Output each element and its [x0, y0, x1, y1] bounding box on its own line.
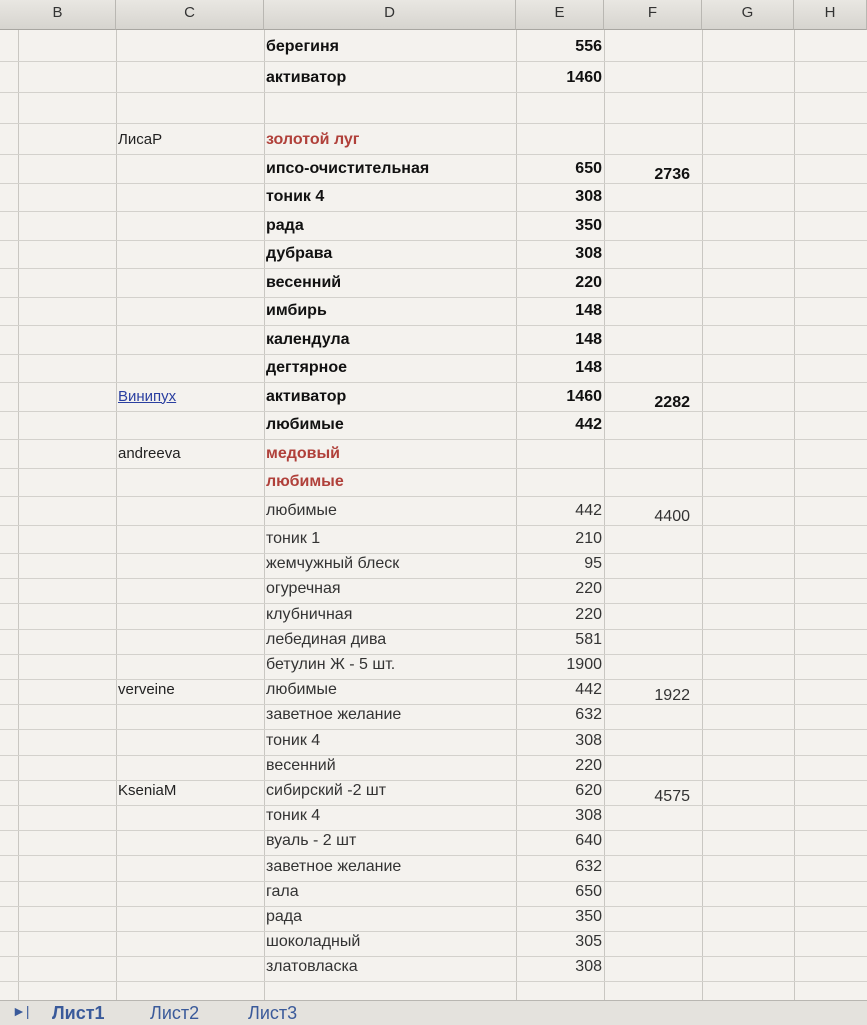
product-name-cell[interactable]: активатор	[266, 69, 347, 86]
product-name-cell[interactable]: клубничная	[266, 605, 353, 623]
column-header-h[interactable]: H	[794, 0, 867, 30]
price-cell[interactable]: 442	[575, 416, 602, 433]
gridline	[0, 92, 867, 93]
product-name-cell[interactable]: тоник 4	[266, 731, 321, 749]
price-cell[interactable]: 148	[575, 330, 602, 348]
product-name-cell[interactable]: весенний	[266, 273, 342, 291]
gridline	[0, 325, 867, 326]
product-name-cell[interactable]: гала	[266, 882, 299, 900]
price-cell[interactable]: 95	[584, 555, 602, 573]
column-header-c[interactable]: C	[116, 0, 264, 30]
gridline	[0, 61, 867, 62]
price-cell[interactable]: 308	[575, 731, 602, 749]
price-cell[interactable]: 308	[575, 188, 602, 205]
product-name-cell[interactable]: жемчужный блеск	[266, 555, 400, 573]
gridline	[0, 981, 867, 982]
gridline	[0, 268, 867, 269]
gridline	[0, 931, 867, 932]
gridline	[0, 881, 867, 882]
gridline	[0, 830, 867, 831]
product-name-cell[interactable]: активатор	[266, 387, 347, 405]
product-name-cell[interactable]: календула	[266, 330, 350, 348]
product-name-cell[interactable]: лебединая дива	[266, 630, 387, 648]
gridline	[0, 679, 867, 680]
gridline	[0, 468, 867, 469]
price-cell[interactable]: 220	[575, 580, 602, 598]
product-name-cell[interactable]: золотой луг	[266, 131, 360, 148]
price-cell[interactable]: 640	[575, 832, 602, 850]
product-name-cell[interactable]: любимые	[266, 416, 344, 433]
order-total-cell[interactable]: 1922	[654, 687, 690, 705]
price-cell[interactable]: 220	[575, 605, 602, 623]
gridline	[0, 354, 867, 355]
price-cell[interactable]: 148	[575, 302, 602, 319]
price-cell[interactable]: 220	[575, 273, 602, 291]
price-cell[interactable]: 442	[575, 501, 602, 519]
product-name-cell[interactable]: златовласка	[266, 958, 358, 976]
price-cell[interactable]: 620	[575, 782, 602, 799]
product-name-cell[interactable]: любимые	[266, 501, 337, 519]
price-cell[interactable]: 308	[575, 807, 602, 825]
product-name-cell[interactable]: вуаль - 2 шт	[266, 832, 357, 850]
product-name-cell[interactable]: весенний	[266, 756, 336, 774]
price-cell[interactable]: 632	[575, 857, 602, 875]
price-cell[interactable]: 350	[575, 216, 602, 234]
price-cell[interactable]: 148	[575, 359, 602, 376]
column-header-f[interactable]: F	[604, 0, 702, 30]
gridline	[0, 603, 867, 604]
tab-list2[interactable]: Лист2	[150, 1003, 200, 1023]
gridline	[0, 704, 867, 705]
gridline	[0, 211, 867, 212]
product-name-cell[interactable]: имбирь	[266, 302, 327, 319]
gridline	[0, 729, 867, 730]
gridline	[0, 183, 867, 184]
gridline	[0, 805, 867, 806]
price-cell[interactable]: 442	[575, 681, 602, 699]
price-cell[interactable]: 650	[575, 159, 602, 177]
price-cell[interactable]: 210	[575, 530, 602, 547]
price-cell[interactable]: 308	[575, 245, 602, 262]
gridline	[0, 629, 867, 630]
tab-list1[interactable]: Лист1	[52, 1003, 105, 1023]
price-cell[interactable]: 1900	[566, 656, 602, 673]
product-name-cell[interactable]: шоколадный	[266, 933, 361, 951]
product-name-cell[interactable]: дегтярное	[266, 359, 347, 376]
customer-name-cell[interactable]: verveine	[118, 681, 175, 699]
price-cell[interactable]: 305	[575, 933, 602, 951]
order-total-cell[interactable]: 2736	[654, 165, 690, 183]
gridline	[0, 654, 867, 655]
product-name-cell[interactable]: заветное желание	[266, 857, 402, 875]
column-header-g[interactable]: G	[702, 0, 794, 30]
product-name-cell[interactable]: огуречная	[266, 580, 341, 598]
price-cell[interactable]: 632	[575, 706, 602, 724]
column-header-e[interactable]: E	[516, 0, 604, 30]
price-cell[interactable]: 581	[575, 630, 602, 648]
price-cell[interactable]: 1460	[566, 69, 602, 86]
product-name-cell[interactable]: медовый	[266, 444, 340, 462]
price-cell[interactable]: 220	[575, 756, 602, 774]
product-name-cell[interactable]: сибирский -2 шт	[266, 782, 387, 799]
gridline	[0, 123, 867, 124]
gridline	[0, 297, 867, 298]
product-name-cell[interactable]: тоник 1	[266, 530, 321, 547]
price-cell[interactable]: 350	[575, 908, 602, 925]
gridline	[0, 382, 867, 383]
product-name-cell[interactable]: дубрава	[266, 245, 333, 262]
product-name-cell[interactable]: рада	[266, 216, 304, 234]
gridline	[0, 553, 867, 554]
gridline	[0, 906, 867, 907]
order-total-cell[interactable]: 4575	[654, 788, 690, 805]
product-name-cell[interactable]: любимые	[266, 681, 337, 699]
gridline	[0, 780, 867, 781]
gridline	[0, 439, 867, 440]
gridline	[0, 240, 867, 241]
gridline	[0, 154, 867, 155]
customer-name-cell[interactable]: andreeva	[118, 444, 181, 462]
tab-scroll-icon[interactable]: ►|	[12, 1003, 30, 1019]
sheet-tabs-bar	[0, 1000, 867, 1025]
product-name-cell[interactable]: рада	[266, 908, 303, 925]
price-cell[interactable]: 308	[575, 958, 602, 976]
product-name-cell[interactable]: берегиня	[266, 38, 339, 55]
product-name-cell[interactable]: тоник 4	[266, 807, 321, 825]
gridline	[0, 755, 867, 756]
customer-name-cell[interactable]: ЛисаР	[118, 131, 163, 148]
gridline	[0, 496, 867, 497]
customer-name-cell[interactable]: KseniaM	[118, 782, 177, 799]
gridline	[0, 578, 867, 579]
column-header-d[interactable]: D	[264, 0, 516, 30]
price-cell[interactable]: 650	[575, 882, 602, 900]
column-header-b[interactable]: B	[0, 0, 116, 30]
order-total-cell[interactable]: 4400	[654, 507, 690, 525]
price-cell[interactable]: 1460	[566, 387, 602, 405]
product-name-cell[interactable]: ипсо-очистительная	[266, 159, 430, 177]
tab-list3[interactable]: Лист3	[248, 1003, 298, 1023]
gridline	[0, 855, 867, 856]
product-name-cell[interactable]: заветное желание	[266, 706, 402, 724]
product-name-cell[interactable]: бетулин Ж - 5 шт.	[266, 656, 396, 673]
gridline	[0, 525, 867, 526]
gridline	[0, 956, 867, 957]
customer-name-cell[interactable]: Винипух	[118, 387, 177, 405]
price-cell[interactable]: 556	[575, 38, 602, 55]
product-name-cell[interactable]: любимые	[266, 473, 344, 490]
product-name-cell[interactable]: тоник 4	[266, 188, 325, 205]
gridline	[0, 411, 867, 412]
order-total-cell[interactable]: 2282	[654, 393, 690, 411]
